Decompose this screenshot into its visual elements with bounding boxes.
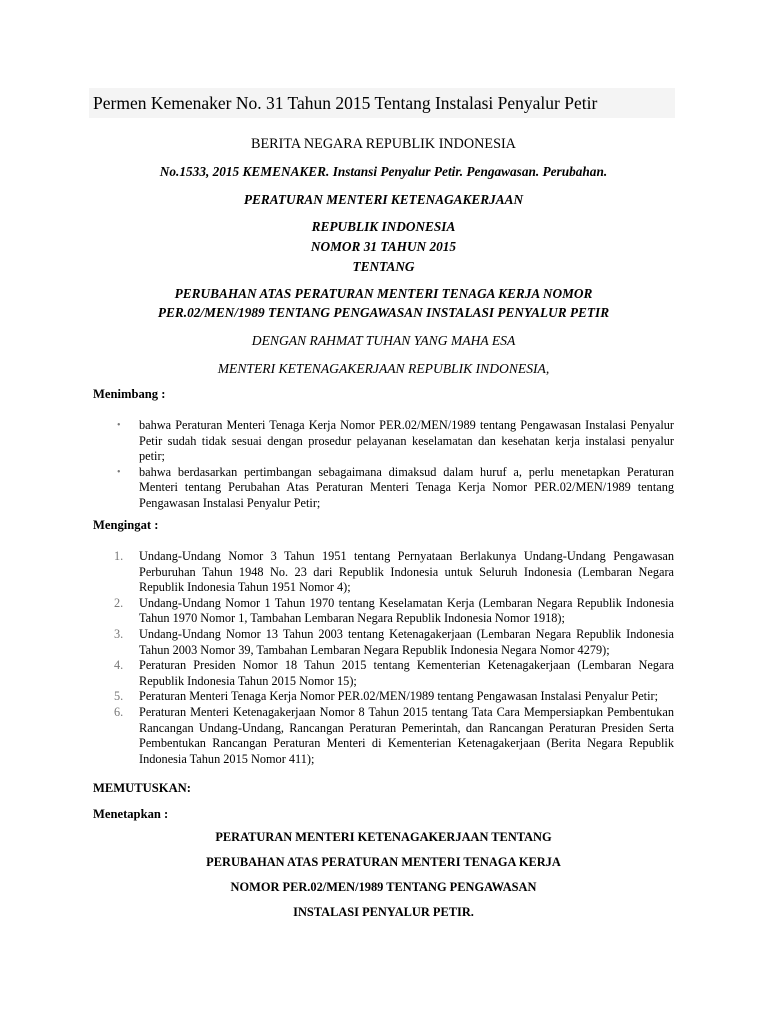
- mengingat-label: Mengingat :: [93, 518, 159, 532]
- bullet-icon: •: [117, 466, 121, 478]
- list-number: 4.: [114, 658, 124, 673]
- mengingat-item-text: Peraturan Presiden Nomor 18 Tahun 2015 tentang Kementerian Ketenagakerjaan (Lembaran Negara Republik Indonesia Tahun 2015 Nomor 15);: [139, 658, 674, 688]
- menimbang-label: Menimbang :: [93, 387, 166, 401]
- header-berita-negara: BERITA NEGARA REPUBLIK INDONESIA: [251, 136, 516, 152]
- list-item: [117, 464, 674, 512]
- list-item: [114, 689, 674, 705]
- menimbang-item-text: bahwa Peraturan Menteri Tenaga Kerja Nomor PER.02/MEN/1989 tentang Pengawasan Instalasi Penyalur Petir sudah tidak sesuai dengan prosedur pelayanan keselamatan dan kesehatan kerja instalasi penyalur petir;: [139, 418, 674, 464]
- mengingat-item-text: Undang-Undang Nomor 13 Tahun 2003 tentang Ketenagakerjaan (Lembaran Negara Republik Indonesia Tahun 2003 Nomor 39, Tambahan Lembaran Negara Republik Indonesia Negara Nomor 4279);: [139, 626, 674, 657]
- menetapkan-line-4: INSTALASI PENYALUR PETIR.: [293, 905, 474, 919]
- list-item: [114, 626, 674, 658]
- menetapkan-line-1: PERATURAN MENTERI KETENAGAKERJAAN TENTANG: [215, 830, 552, 844]
- list-number: 6.: [114, 704, 124, 719]
- mengingat-item-text: Peraturan Menteri Tenaga Kerja Nomor PER.02/MEN/1989 tentang Pengawasan Instalasi Penyalur Petir;: [139, 689, 659, 704]
- list-item: [114, 704, 674, 767]
- menetapkan-label: Menetapkan :: [93, 807, 169, 821]
- mengingat-item-text: Peraturan Menteri Ketenagakerjaan Nomor 8 Tahun 2015 tentang Tata Cara Mempersiapkan Pembentukan Rancangan Undang-Undang, Rancangan Peraturan Pemerintah, dan Rancangan Peraturan Presiden Serta Pembentukan Rancangan Peraturan Menteri di Kementerian Ketenagakerjaan (Berita Negara Republik Indonesia Tahun 2015 Nomor 411);: [139, 704, 674, 766]
- list-item: [114, 658, 674, 689]
- list-number: 2.: [114, 595, 124, 610]
- header-peraturan: PERATURAN MENTERI KETENAGAKERJAAN: [243, 192, 524, 207]
- mengingat-item-text: Undang-Undang Nomor 1 Tahun 1970 tentang Keselamatan Kerja (Lembaran Negara Republik Indonesia Tahun 1970 Nomor 1, Tambahan Lembaran Negara Republik Indonesia Nomor 1918);: [139, 595, 674, 626]
- header-perubahan-2: PER.02/MEN/1989 TENTANG PENGAWASAN INSTALASI PENYALUR PETIR: [157, 305, 610, 320]
- list-item: [114, 595, 674, 627]
- list-item: [117, 418, 674, 465]
- mengingat-list: [114, 549, 674, 767]
- menimbang-item-text: bahwa berdasarkan pertimbangan sebagaimana dimaksud dalam huruf a, perlu menetapkan Peraturan Menteri tentang Perubahan Atas Peraturan Menteri Tenaga Kerja Nomor PER.02/MEN/1989 tentang Pengawasan Instalasi Penyalur Petir;: [139, 464, 674, 510]
- bullet-icon: •: [117, 420, 121, 431]
- header-republik: REPUBLIK INDONESIA: [311, 219, 456, 234]
- list-number: 1.: [114, 549, 124, 563]
- list-number: 5.: [114, 689, 124, 704]
- document-title: Permen Kemenaker No. 31 Tahun 2015 Tentang Instalasi Penyalur Petir: [89, 88, 675, 118]
- menimbang-list: [117, 418, 674, 512]
- header-rahmat: DENGAN RAHMAT TUHAN YANG MAHA ESA: [251, 333, 516, 348]
- header-tentang: TENTANG: [352, 259, 415, 274]
- header-nomor: NOMOR 31 TAHUN 2015: [310, 239, 457, 254]
- header-perubahan-1: PERUBAHAN ATAS PERATURAN MENTERI TENAGA KERJA NOMOR: [174, 286, 593, 301]
- list-item: [114, 549, 674, 596]
- mengingat-item-text: Undang-Undang Nomor 3 Tahun 1951 tentang Pernyataan Berlakunya Undang-Undang Pengawasan Perburuhan Tahun 1948 No. 23 dari Republik Indonesia untuk Seluruh Indonesia (Lembaran Negara Republik Indonesia Tahun 1951 Nomor 4);: [139, 549, 674, 595]
- list-number: 3.: [114, 626, 124, 641]
- menetapkan-line-2: PERUBAHAN ATAS PERATURAN MENTERI TENAGA KERJA: [206, 855, 561, 869]
- memutuskan-label: MEMUTUSKAN:: [93, 781, 191, 795]
- header-no: No.1533, 2015 KEMENAKER. Instansi Penyalur Petir. Pengawasan. Perubahan.: [159, 164, 608, 179]
- menetapkan-line-3: NOMOR PER.02/MEN/1989 TENTANG PENGAWASAN: [230, 880, 537, 894]
- header-menteri: MENTERI KETENAGAKERJAAN REPUBLIK INDONESIA,: [217, 361, 550, 376]
